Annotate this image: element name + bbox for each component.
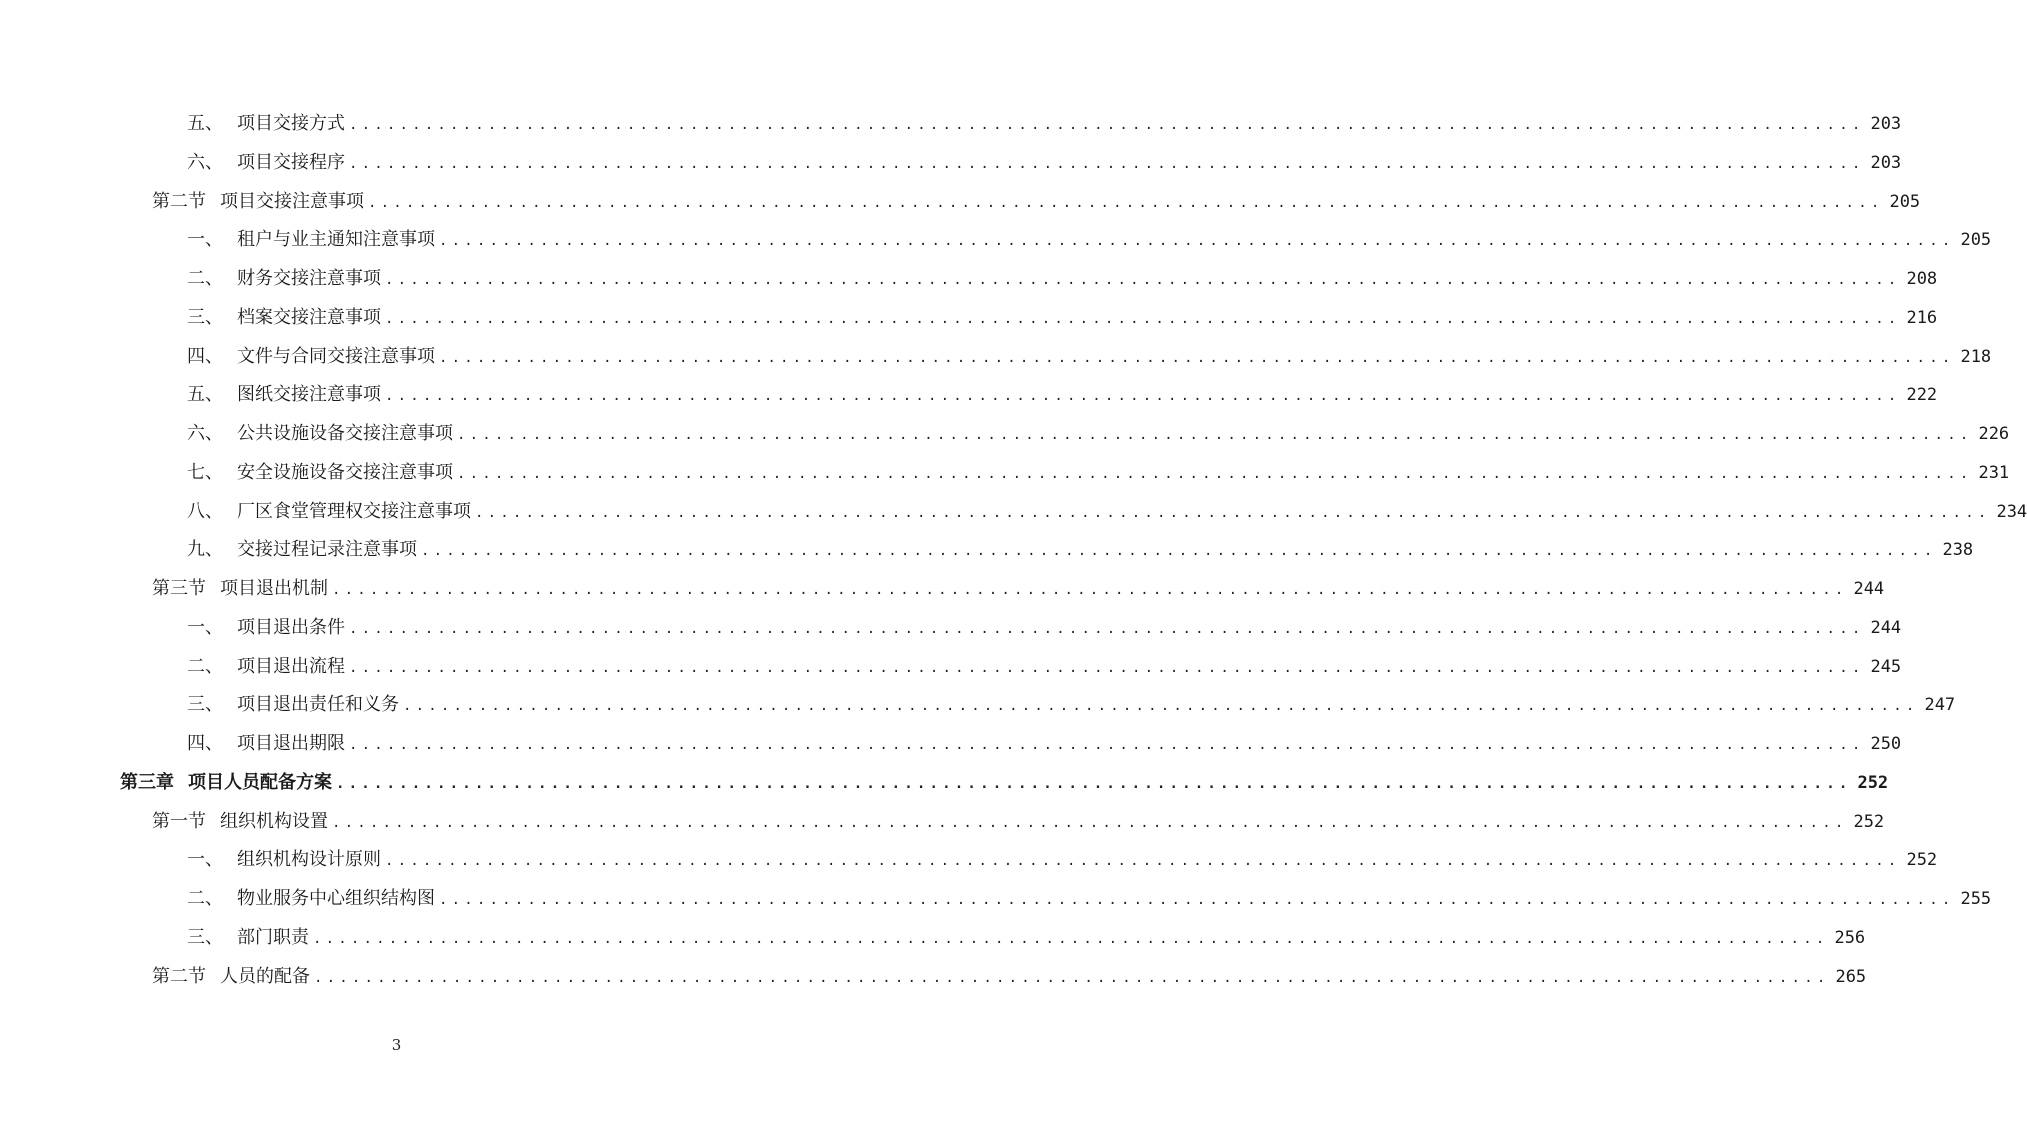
toc-title: 租户与业主通知注意事项 [237, 229, 435, 251]
toc-dot-leader: ........................................................................................................................ [385, 272, 1901, 288]
toc-number: 三、 [187, 306, 223, 328]
toc-dot-leader: ........................................................................................................................ [336, 775, 1852, 792]
toc-dot-leader: ........................................................................................................................ [349, 620, 1865, 637]
toc-item[interactable] [0, 644, 1902, 683]
toc-item[interactable] [0, 450, 2010, 489]
toc-line [152, 807, 1885, 833]
toc-number: 二、 [187, 888, 223, 909]
toc-title: 项目退出机制 [220, 578, 328, 599]
toc-dot-leader: ........................................................................................................................ [368, 194, 1884, 211]
toc-line [152, 187, 1921, 213]
toc-line [187, 264, 1938, 290]
toc-dot-leader: ........................................................................................................................ [457, 465, 1973, 482]
toc-section[interactable] [0, 566, 1885, 605]
toc-dot-leader: ........................................................................................................................ [475, 504, 1991, 521]
toc-number: 六、 [187, 151, 223, 173]
toc-page-number: 247 [1924, 695, 1956, 716]
toc-title: 文件与合同交接注意事项 [237, 345, 435, 367]
toc-dot-leader: ........................................................................................................................ [457, 427, 1973, 443]
table-of-contents [0, 101, 2027, 992]
toc-line [187, 303, 1938, 329]
toc-title: 项目人员配备方案 [188, 771, 332, 793]
toc-dot-leader: ........................................................................................................................ [349, 155, 1865, 172]
toc-title: 项目退出期限 [237, 733, 345, 754]
toc-item[interactable] [0, 489, 2027, 528]
toc-dot-leader: ........................................................................................................................ [332, 814, 1848, 831]
toc-item[interactable] [0, 876, 1992, 915]
toc-number: 第三章 [120, 771, 174, 793]
toc-item[interactable] [0, 256, 1938, 295]
toc-section[interactable] [0, 799, 1885, 838]
toc-title: 交接过程记录注意事项 [237, 539, 417, 561]
toc-item[interactable] [0, 140, 1902, 179]
toc-page-number: 265 [1835, 966, 1867, 987]
toc-line [187, 109, 1902, 135]
toc-item[interactable] [0, 605, 1902, 644]
toc-dot-leader: ........................................................................................................................ [385, 388, 1901, 405]
toc-line [187, 535, 1974, 561]
toc-item[interactable] [0, 334, 1992, 373]
toc-number: 第二节 [152, 190, 206, 212]
toc-dot-leader: ........................................................................................................................ [421, 543, 1937, 560]
toc-dot-leader: ........................................................................................................................ [349, 737, 1865, 753]
toc-dot-leader: ........................................................................................................................ [439, 892, 1955, 908]
toc-page-number: 252 [1857, 772, 1889, 793]
toc-dot-leader: ........................................................................................................................ [403, 698, 1919, 715]
toc-dot-leader: ........................................................................................................................ [385, 310, 1901, 327]
toc-dot-leader: ........................................................................................................................ [349, 659, 1865, 676]
toc-page-number: 256 [1834, 927, 1866, 948]
toc-number: 一、 [187, 229, 223, 251]
toc-page-number: 250 [1870, 734, 1902, 754]
toc-page-number: 238 [1942, 540, 1974, 561]
toc-line [187, 419, 2010, 445]
toc-number: 第一节 [152, 810, 206, 832]
toc-dot-leader: ........................................................................................................................ [313, 930, 1829, 947]
toc-line [187, 884, 1992, 910]
toc-line [187, 148, 1902, 174]
toc-item[interactable] [0, 101, 1902, 140]
toc-title: 公共设施设备交接注意事项 [237, 423, 453, 444]
toc-number: 第三节 [152, 578, 206, 599]
toc-line [187, 613, 1902, 639]
toc-number: 二、 [187, 268, 223, 289]
toc-page-number: 252 [1906, 850, 1938, 871]
toc-number: 七、 [187, 461, 223, 483]
toc-number: 四、 [187, 733, 223, 754]
toc-dot-leader: ........................................................................................................................ [385, 853, 1901, 870]
toc-section[interactable] [0, 954, 1867, 993]
toc-title: 安全设施设备交接注意事项 [237, 461, 453, 483]
toc-item[interactable] [0, 295, 1938, 334]
toc-item[interactable] [0, 915, 1866, 954]
toc-number: 五、 [187, 384, 223, 406]
toc-title: 项目交接注意事项 [220, 190, 364, 212]
toc-title: 图纸交接注意事项 [237, 384, 381, 406]
toc-title: 项目退出责任和义务 [237, 694, 399, 716]
toc-line [187, 380, 1938, 406]
toc-page-number: 203 [1870, 152, 1902, 173]
toc-page-number: 203 [1870, 114, 1902, 134]
toc-number: 五、 [187, 113, 223, 134]
toc-number: 一、 [187, 849, 223, 871]
toc-title: 部门职责 [237, 926, 309, 948]
toc-title: 档案交接注意事项 [237, 306, 381, 328]
toc-page-number: 252 [1853, 811, 1885, 832]
toc-page-number: 244 [1870, 617, 1902, 638]
toc-dot-leader: ........................................................................................................................ [349, 117, 1865, 133]
toc-page-number: 208 [1906, 269, 1938, 289]
toc-line [187, 845, 1938, 871]
toc-dot-leader: ........................................................................................................................ [439, 233, 1955, 250]
toc-title: 项目交接方式 [237, 113, 345, 134]
toc-page-number: 218 [1960, 346, 1992, 367]
toc-line [187, 652, 1902, 678]
toc-page-number: 205 [1960, 230, 1992, 251]
toc-title: 组织机构设置 [220, 810, 328, 832]
toc-item[interactable] [0, 411, 2010, 450]
toc-item[interactable] [0, 721, 1902, 760]
toc-page-number: 226 [1978, 424, 2010, 444]
toc-line [187, 729, 1902, 755]
toc-line [187, 497, 2027, 523]
toc-title: 财务交接注意事项 [237, 268, 381, 289]
toc-line [187, 690, 1956, 716]
toc-line [152, 962, 1867, 988]
toc-number: 八、 [187, 500, 223, 522]
toc-title: 项目退出条件 [237, 616, 345, 638]
toc-page-number: 244 [1853, 579, 1885, 599]
toc-line [187, 342, 1992, 368]
toc-page-number: 205 [1889, 191, 1921, 212]
toc-number: 四、 [187, 345, 223, 367]
toc-number: 三、 [187, 694, 223, 716]
toc-line [120, 768, 1889, 794]
toc-title: 组织机构设计原则 [237, 849, 381, 871]
toc-number: 九、 [187, 539, 223, 561]
toc-line [187, 458, 2010, 484]
toc-page-number: 255 [1960, 889, 1992, 909]
toc-line [187, 923, 1866, 949]
toc-title: 项目退出流程 [237, 655, 345, 677]
toc-page-number: 234 [1996, 501, 2027, 522]
toc-page-number: 222 [1906, 385, 1938, 406]
toc-item[interactable] [0, 527, 1974, 566]
toc-title: 项目交接程序 [237, 151, 345, 173]
toc-page-number: 216 [1906, 307, 1938, 328]
page-number: 3 [391, 1036, 402, 1054]
toc-title: 厂区食堂管理权交接注意事项 [237, 500, 471, 522]
toc-line [187, 225, 1992, 251]
toc-number: 第二节 [152, 965, 206, 987]
toc-title: 人员的配备 [220, 965, 310, 987]
toc-number: 一、 [187, 616, 223, 638]
toc-number: 六、 [187, 423, 223, 444]
toc-page-number: 245 [1870, 656, 1902, 677]
toc-dot-leader: ........................................................................................................................ [314, 969, 1830, 986]
toc-number: 二、 [187, 655, 223, 677]
toc-title: 物业服务中心组织结构图 [237, 888, 435, 909]
toc-line [152, 574, 1885, 600]
toc-item[interactable] [0, 837, 1938, 876]
toc-item[interactable] [0, 217, 1992, 256]
toc-section[interactable] [0, 179, 1921, 218]
toc-item[interactable] [0, 682, 1956, 721]
toc-page-number: 231 [1978, 462, 2010, 483]
toc-dot-leader: ........................................................................................................................ [439, 349, 1955, 366]
toc-dot-leader: ........................................................................................................................ [332, 582, 1848, 598]
toc-number: 三、 [187, 926, 223, 948]
toc-chapter[interactable] [0, 760, 1889, 799]
toc-item[interactable] [0, 372, 1938, 411]
